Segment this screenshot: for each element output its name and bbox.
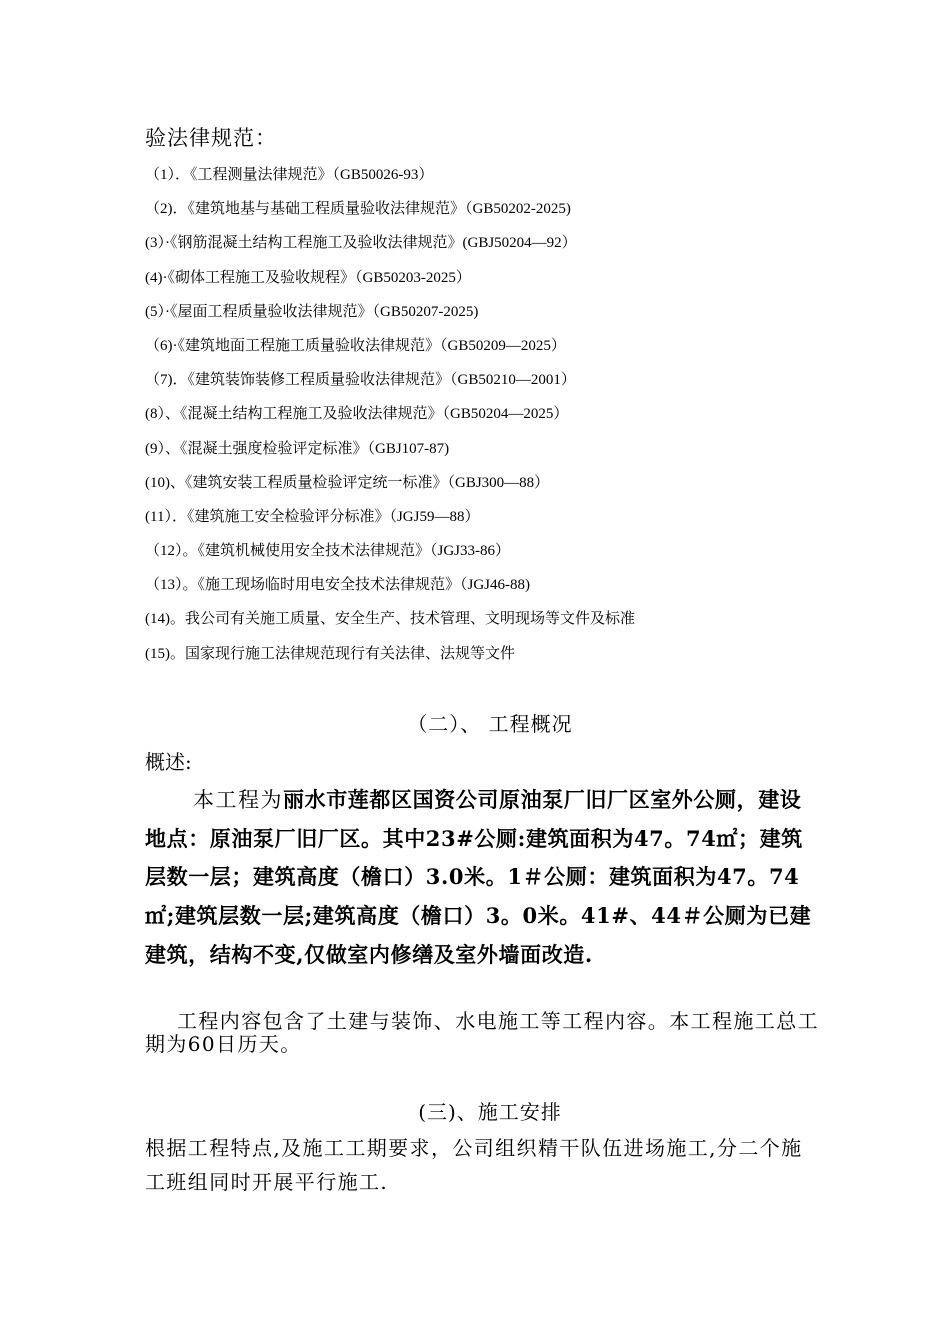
reference-item: (14)。我公司有关施工质量、安全生产、技术管理、文明现场等文件及标准 xyxy=(145,611,635,628)
overview-bold-text: 丽水市莲都区国资公司原油泵厂旧厂区室外公厕，建设地点：原油泵厂旧厂区。其中23#公厕:建筑面积为47。74㎡；建筑层数一层；建筑高度（檐口）3.0米。1＃公厕：建筑面积为47。74㎡;建筑层数一层;建筑高度（檐口）3。0米。41#、44＃公厕为已建建筑，结构不变,仅做室内修缮及室外墙面改造. xyxy=(145,787,812,967)
reference-item: (15)。国家现行施工法律规范现行有关法律、法规等文件 xyxy=(145,645,515,662)
section-title-arrangement: (三)、施工安排 xyxy=(418,1100,562,1124)
reference-item: （2)．《建筑地基与基础工程质量验收法律规范》（GB50202-2025) xyxy=(145,201,571,218)
reference-item: (3）·《钢筋混凝土结构工程施工及验收法律规范》(GBJ50204—92） xyxy=(145,235,577,252)
reference-list xyxy=(145,165,825,678)
overview-lead: 本工程为 xyxy=(193,788,283,812)
reference-item: (4)·《砌体工程施工及验收规程》（GB50203-2025） xyxy=(145,269,471,286)
reference-item: (11）．《建筑施工安全检验评分标准》（JGJ59—88） xyxy=(145,508,480,525)
overview-paragraph xyxy=(145,781,820,975)
section-title-overview: （二）、 工程概况 xyxy=(407,712,573,736)
reference-item: （13）。《施工现场临时用电安全技术法律规范》（JGJ46-88) xyxy=(145,577,530,594)
reference-item: （1）．《工程测量法律规范》（GB50026-93） xyxy=(145,167,434,183)
heading-line: 验法律规范： xyxy=(145,126,277,150)
reference-item: (9）、《混凝土强度检验评定标准》（GBJ107-87) xyxy=(145,440,450,457)
reference-item: （7)．《建筑装饰装修工程质量验收法律规范》（GB50210—2001） xyxy=(145,372,576,389)
arrangement-paragraph: 根据工程特点,及施工工期要求，公司组织精干队伍进场施工,分二个施工班组同时开展平行施工. xyxy=(145,1136,803,1194)
reference-item: （6)·《建筑地面工程施工质量验收法律规范》（GB50209—2025） xyxy=(145,337,566,354)
reference-item: (5）·《屋面工程质量验收法律规范》（GB50207-2025) xyxy=(145,303,479,320)
reference-item: （12）。《建筑机械使用安全技术法律规范》（JGJ33-86） xyxy=(145,543,511,560)
overview-label: 概述: xyxy=(145,750,192,774)
reference-item: (10)、《建筑安装工程质量检验评定统一标准》（GBJ300—88） xyxy=(145,474,550,491)
content-paragraph: 工程内容包含了土建与装饰、水电施工等工程内容。本工程施工总工期为60日历天。 xyxy=(145,1009,819,1056)
reference-item: (8）、《混凝土结构工程施工及验收法律规范》（GB50204—2025） xyxy=(145,406,569,423)
